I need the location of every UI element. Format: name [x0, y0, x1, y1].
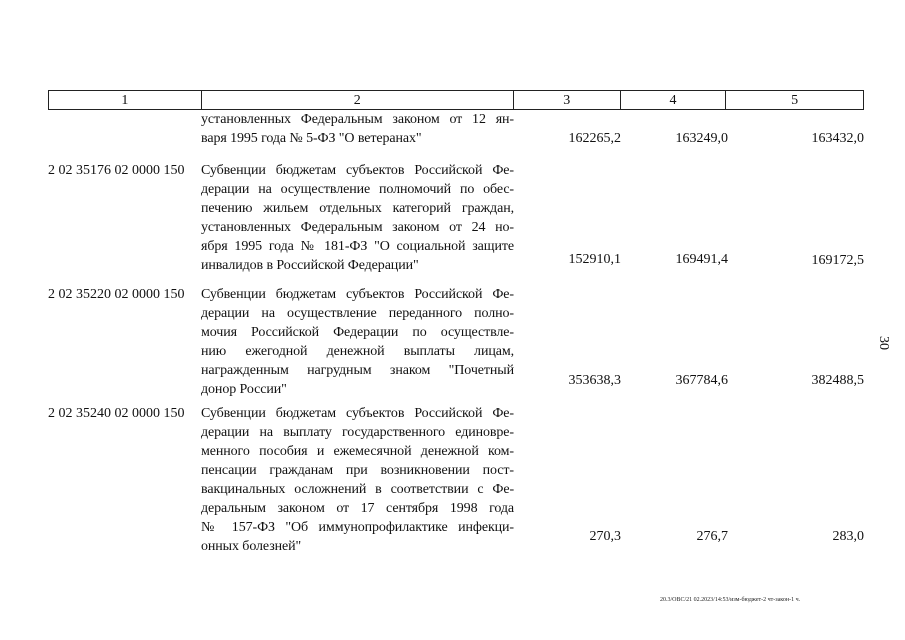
value-col-4: 367784,6 [675, 373, 728, 388]
row-description [201, 285, 514, 399]
header-col-2: 2 [202, 91, 514, 109]
description-line: варя 1995 года № 5-ФЗ "О ветеранах" [201, 131, 422, 146]
value-col-5: 382488,5 [811, 373, 864, 388]
description-line: деральным законом от 17 сентября 1998 года [201, 501, 514, 516]
value-col-3: 162265,2 [568, 131, 621, 146]
description-line: пенсации гражданам при возникновении пост- [201, 463, 514, 478]
value-col-4: 169491,4 [675, 252, 728, 267]
description-line: установленных Федеральным законом от 12 ян- [201, 112, 514, 127]
description-line: Субвенции бюджетам субъектов Российской Фе- [201, 406, 514, 421]
description-line: мочия Российской Федерации по осуществле- [201, 325, 514, 340]
value-col-3: 270,3 [589, 529, 621, 544]
description-line: дерации на выплату государственного единовре- [201, 425, 514, 440]
description-line: вакцинальных осложнений в соответствии с Фе- [201, 482, 514, 497]
budget-code: 2 02 35220 02 0000 150 [48, 287, 185, 302]
description-line: дерации на осуществление полномочий по обес- [201, 182, 514, 197]
description-line: установленных Федеральным законом от 24 но- [201, 220, 514, 235]
description-line: награжденным нагрудным знаком "Почетный [201, 363, 514, 378]
header-col-5: 5 [791, 93, 799, 108]
description-line: Субвенции бюджетам субъектов Российской Фе- [201, 287, 514, 302]
description-line: дерации на осуществление переданного полно- [201, 306, 514, 321]
description-line: № 157-ФЗ "Об иммунопрофилактике инфекци- [201, 520, 514, 535]
description-line: Субвенции бюджетам субъектов Российской Фе- [201, 163, 514, 178]
value-col-3: 353638,3 [568, 373, 621, 388]
document-footer: 20.3/ОВС/21 02.2023/14:53/изм-бюджет-2 чт-закон-1 ч. [660, 597, 801, 603]
value-col-5: 283,0 [832, 529, 864, 544]
value-col-5: 169172,5 [811, 253, 864, 268]
description-line: онных болезней" [201, 539, 302, 554]
header-col-3: 3 [514, 91, 621, 109]
row-description [201, 404, 514, 556]
header-col-4: 4 [621, 91, 727, 109]
budget-code: 2 02 35176 02 0000 150 [48, 163, 185, 178]
budget-code: 2 02 35240 02 0000 150 [48, 406, 185, 421]
value-col-4: 276,7 [696, 529, 728, 544]
description-line: печению жильем отдельных категорий граждан, [201, 201, 514, 216]
value-col-3: 152910,1 [568, 252, 621, 267]
description-line: нию ежегодной денежной выплаты лицам, [201, 344, 514, 359]
description-line: ября 1995 года № 181-ФЗ "О социальной защите [201, 239, 514, 254]
description-line: менного пособия и ежемесячной денежной ком- [201, 444, 514, 459]
row-description [201, 110, 514, 148]
description-line: донор России" [201, 382, 287, 397]
description-line: инвалидов в Российской Федерации" [201, 258, 419, 273]
value-col-4: 163249,0 [675, 131, 728, 146]
value-col-5: 163432,0 [811, 131, 864, 146]
table-header [48, 90, 864, 110]
row-description [201, 161, 514, 275]
page-number: 30 [876, 336, 891, 350]
header-col-1: 1 [49, 91, 202, 109]
